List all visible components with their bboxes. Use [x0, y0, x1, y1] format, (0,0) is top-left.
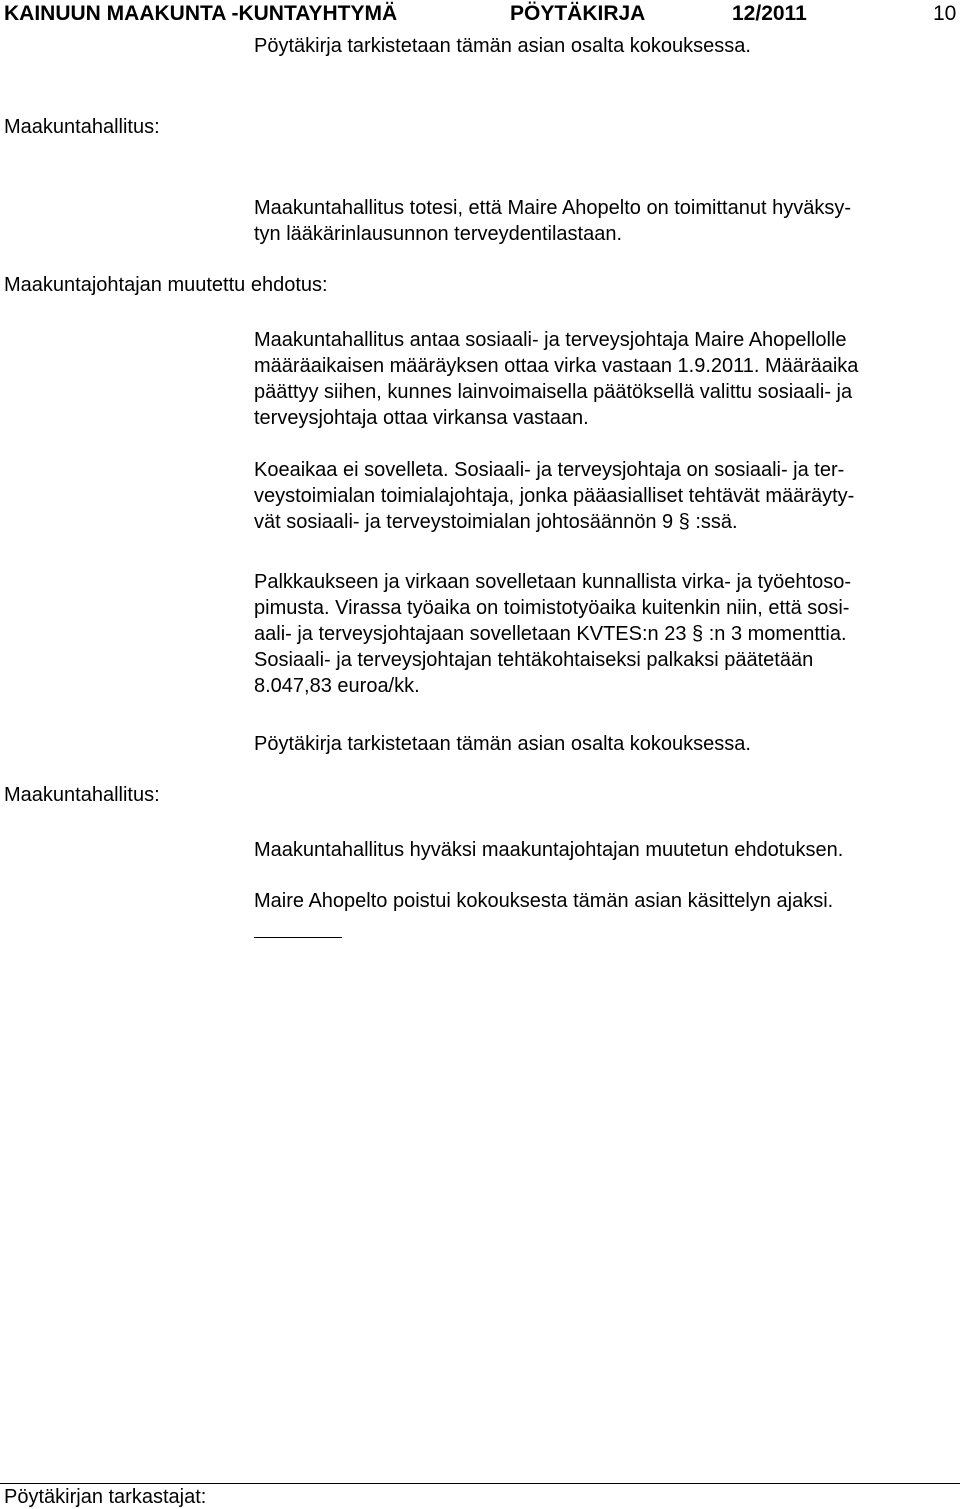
text-line: 8.047,83 euroa/kk. [254, 675, 420, 697]
text-line: Pöytäkirja tarkistetaan tämän asian osalta kokouksessa. [254, 733, 751, 755]
text-line: Sosiaali- ja terveysjohtajan tehtäkohtaiseksi palkaksi päätetään [254, 649, 814, 671]
text-line: Koeaikaa ei sovelleta. Sosiaali- ja terveysjohtaja on sosiaali- ja ter- [254, 459, 845, 481]
footer-reviewers-label: Pöytäkirjan tarkastajat: [4, 1486, 207, 1508]
paragraph-recusal [254, 888, 960, 914]
paragraph-board-decision [254, 837, 960, 863]
paragraph-board-statement [254, 195, 960, 247]
text-line: Maakuntahallitus hyväksi maakuntajohtajan muutetun ehdotuksen. [254, 839, 844, 861]
section-label-board-1: Maakuntahallitus: [4, 116, 160, 138]
organization-name: KAINUUN MAAKUNTA -KUNTAYHTYMÄ [4, 2, 398, 25]
footer-divider [0, 1483, 960, 1484]
page-number: 10 [933, 2, 957, 25]
end-of-section-rule [254, 937, 342, 938]
text-line: terveysjohtaja ottaa virkansa vastaan. [254, 407, 589, 429]
section-label-amended-proposal: Maakuntajohtajan muutettu ehdotus: [4, 274, 328, 296]
text-line: tyn lääkärinlausunnon terveydentilastaan. [254, 223, 623, 245]
text-line: määräaikaisen määräyksen ottaa virka vastaan 1.9.2011. Määräaika [254, 355, 859, 377]
paragraph-probation [254, 457, 960, 535]
meeting-number: 12/2011 [732, 2, 807, 25]
paragraph-review-note [254, 731, 960, 757]
text-line: pimusta. Virassa työaika on toimistotyöaika kuitenkin niin, että sosi- [254, 597, 850, 619]
text-line: Palkkaukseen ja virkaan sovelletaan kunnallista virka- ja työehtoso- [254, 571, 851, 593]
text-line: aali- ja terveysjohtajaan sovelletaan KVTES:n 23 § :n 3 momenttia. [254, 623, 847, 645]
text-line: vät sosiaali- ja terveystoimialan johtosäännön 9 § :ssä. [254, 511, 738, 533]
section-label-board-2: Maakuntahallitus: [4, 784, 160, 806]
text-line: Pöytäkirja tarkistetaan tämän asian osalta kokouksessa. [254, 35, 751, 57]
paragraph-salary [254, 569, 960, 699]
text-line: veystoimialan toimialajohtaja, jonka pääasialliset tehtävät määräyty- [254, 485, 855, 507]
text-line: Maire Ahopelto poistui kokouksesta tämän asian käsittelyn ajaksi. [254, 890, 834, 912]
text-line: Maakuntahallitus antaa sosiaali- ja terveysjohtaja Maire Ahopellolle [254, 329, 847, 351]
paragraph-review-note-top [254, 33, 960, 59]
text-line: päättyy siihen, kunnes lainvoimaisella päätöksellä valittu sosiaali- ja [254, 381, 853, 403]
paragraph-appointment [254, 327, 960, 431]
document-type: PÖYTÄKIRJA [510, 2, 646, 25]
text-line: Maakuntahallitus totesi, että Maire Ahopelto on toimittanut hyväksy- [254, 197, 851, 219]
